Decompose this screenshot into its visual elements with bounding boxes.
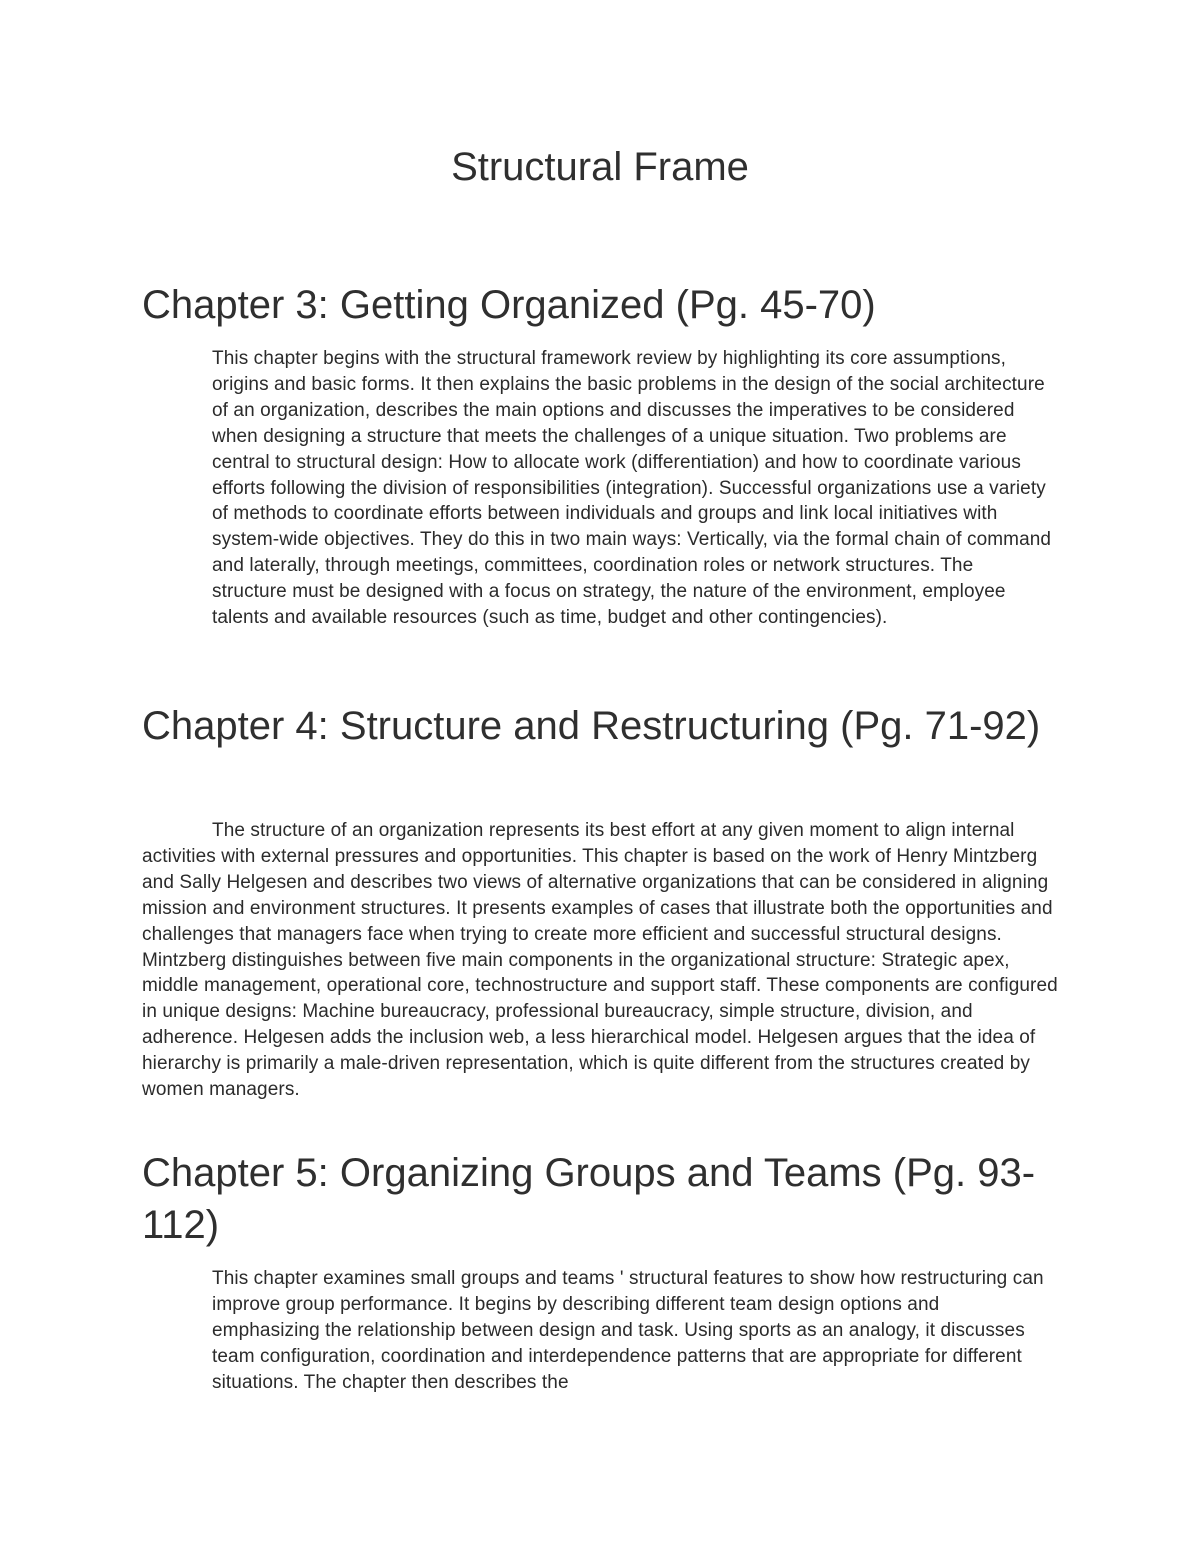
chapter-3-heading: Chapter 3: Getting Organized (Pg. 45-70) [142, 283, 876, 327]
chapter-3-summary: This chapter begins with the structural framework review by highlighting its core assumptions, origins and basic forms. It then explains the basic problems in the design of the social architecture of an organization, describes the main options and discusses the imperatives to be considered when designing a structure that meets the challenges of a unique situation. Two problems are central to structural design: How to allocate work (differentiation) and how to coordinate various efforts following the division of responsibilities (integration). Successful organizations use a variety of methods to coordinate efforts between individuals and groups and link local initiatives with system-wide objectives. They do this in two main ways: Vertically, via the formal chain of command and laterally, through meetings, committees, coordination roles or network structures. The structure must be designed with a focus on strategy, the nature of the environment, employee talents and available resources (such as time, budget and other contingencies). [212, 348, 1052, 629]
document-title: Structural Frame [451, 145, 749, 189]
chapter-5-heading: Chapter 5: Organizing Groups and Teams (Pg. 93-112) [142, 1151, 1036, 1247]
chapter-4-summary: The structure of an organization represents its best effort at any given moment to align internal activities with external pressures and opportunities. This chapter is based on the work of Henry Mintzberg and Sally Helgesen and describes two views of alternative organizations that can be considered in aligning mission and environment structures. It presents examples of cases that illustrate both the opportunities and challenges that managers face when trying to create more efficient and successful structural designs. Mintzberg distinguishes between five main components in the organizational structure: Strategic apex, middle management, operational core, technostructure and support staff. These components are configured in unique designs: Machine bureaucracy, professional bureaucracy, simple structure, division, and adherence. Helgesen adds the inclusion web, a less hierarchical model. Helgesen argues that the idea of hierarchy is primarily a male-driven representation, which is quite different from the structures created by women managers. [142, 820, 1058, 1101]
chapter-5-summary: This chapter examines small groups and teams ' structural features to show how restructuring can improve group performance. It begins by describing different team design options and emphasizing the relationship between design and task. Using sports as an analogy, it discusses team configuration, coordination and interdependence patterns that are appropriate for different situations. The chapter then describes the [212, 1268, 1044, 1393]
chapter-4-heading: Chapter 4: Structure and Restructuring (Pg. 71-92) [142, 704, 1041, 748]
